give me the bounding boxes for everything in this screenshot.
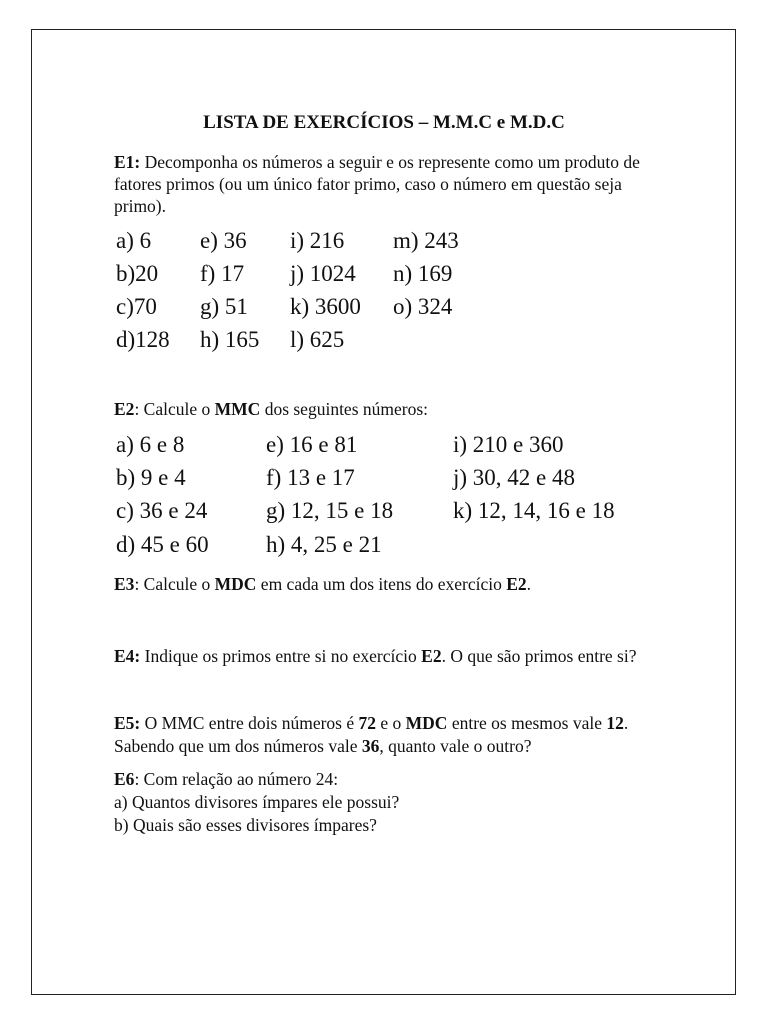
e2-item: f) 13 e 17 — [266, 465, 355, 490]
e1-item: b)20 — [116, 261, 159, 286]
e1-item: m) 243 — [393, 228, 459, 253]
e1-line-1: E1: Decomponha os números a seguir e os represente como um produto de — [114, 152, 640, 172]
e3-label: E3 — [114, 574, 135, 594]
e2-item: g) 12, 15 e 18 — [266, 498, 394, 523]
e2-label: E2 — [114, 399, 135, 419]
e5-line-1: E5: O MMC entre dois números é 72 e o MDC entre os mesmos vale 12. — [114, 713, 629, 733]
e2-item: h) 4, 25 e 21 — [266, 532, 382, 557]
e4-text: E4: Indique os primos entre si no exercício E2. O que são primos entre si? — [114, 646, 637, 666]
e2-item: d) 45 e 60 — [116, 532, 209, 557]
e1-line-2: fatores primos (ou um único fator primo, caso o número em questão seja — [114, 174, 622, 194]
e2-item: k) 12, 14, 16 e 18 — [453, 498, 615, 523]
e2-item: j) 30, 42 e 48 — [453, 465, 576, 490]
e1-item: f) 17 — [200, 261, 245, 286]
e1-item: d)128 — [116, 327, 170, 352]
e1-item: h) 165 — [200, 327, 260, 352]
e1-item: o) 324 — [393, 294, 453, 319]
e1-label: E1: — [114, 152, 141, 172]
e2-item: i) 210 e 360 — [453, 432, 564, 457]
e6-question-a: a) Quantos divisores ímpares ele possui? — [114, 792, 400, 812]
e5-line-2: Sabendo que um dos números vale 36, quanto vale o outro? — [114, 736, 532, 756]
e1-item: k) 3600 — [290, 294, 361, 319]
page-title: LISTA DE EXERCÍCIOS – M.M.C e M.D.C — [203, 112, 565, 133]
e6-heading: E6: Com relação ao número 24: — [114, 769, 339, 789]
e2-item: e) 16 e 81 — [266, 432, 358, 457]
e1-item: c)70 — [116, 294, 157, 319]
e1-item: e) 36 — [200, 228, 247, 253]
e2-item: b) 9 e 4 — [116, 465, 186, 490]
e5-label: E5: — [114, 713, 141, 733]
e4-label: E4: — [114, 646, 141, 666]
e6-label: E6 — [114, 769, 135, 789]
e2-item: a) 6 e 8 — [116, 432, 185, 457]
e1-item: n) 169 — [393, 261, 453, 286]
e1-item: a) 6 — [116, 228, 152, 253]
e1-item: g) 51 — [200, 294, 248, 319]
e1-item: i) 216 — [290, 228, 345, 253]
e1-item: j) 1024 — [290, 261, 356, 286]
e2-heading: E2: Calcule o MMC dos seguintes números: — [114, 399, 429, 419]
e2-item: c) 36 e 24 — [116, 498, 208, 523]
e6-question-b: b) Quais são esses divisores ímpares? — [114, 815, 377, 835]
e1-line-3: primo). — [114, 196, 167, 216]
e1-item: l) 625 — [290, 327, 345, 352]
e3-text: E3: Calcule o MDC em cada um dos itens do exercício E2. — [114, 574, 532, 594]
